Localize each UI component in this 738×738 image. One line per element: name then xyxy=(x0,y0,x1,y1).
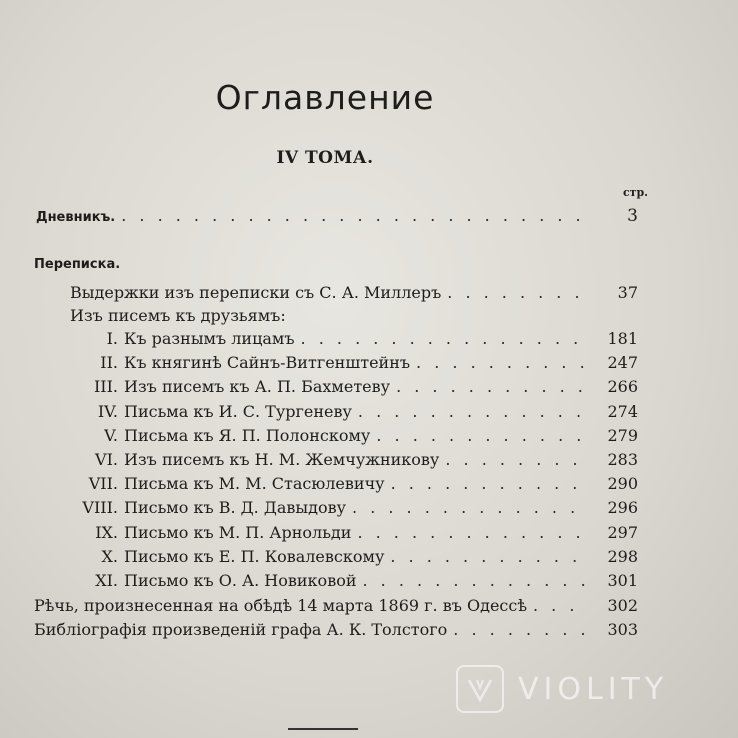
leader-dots xyxy=(445,450,588,469)
letter-numeral: III. xyxy=(93,377,118,397)
letter-numeral: I. xyxy=(106,329,118,348)
letter-numeral: X. xyxy=(101,546,118,566)
toc-entry-label: Письма къ М. М. Стасюлевичу xyxy=(124,474,385,494)
toc-entry-label: Изъ писемъ къ А. П. Бахметеву xyxy=(124,377,391,397)
toc-entry-label: Къ княгинѣ Сайнъ-Витгенштейнъ xyxy=(124,353,411,373)
toc-entry-diary xyxy=(36,206,638,226)
toc-entry-page: 290 xyxy=(607,474,638,494)
toc-entry-page: 301 xyxy=(607,571,638,590)
toc-entry-page: 279 xyxy=(607,425,638,445)
toc-entry-page: 303 xyxy=(607,620,638,639)
toc-entry xyxy=(34,596,638,615)
toc-entry-label: Письмо къ М. П. Арнольди xyxy=(124,522,352,542)
toc-entry-label: Выдержки изъ переписки съ С. А. Миллеръ xyxy=(70,283,442,302)
toc-entry-label: Письмо къ О. А. Новиковой xyxy=(124,571,357,590)
leader-dots xyxy=(416,353,588,372)
toc-letter-entry xyxy=(70,474,638,493)
toc-entry-page: 274 xyxy=(607,401,638,421)
divider xyxy=(288,728,358,730)
toc-letter-entry xyxy=(70,523,638,542)
leader-dots xyxy=(390,547,588,566)
toc-entry-page: 298 xyxy=(607,546,638,566)
letter-numeral: IX. xyxy=(95,522,118,542)
violity-logo-icon xyxy=(456,665,504,713)
toc-entry-label: Письма къ И. С. Тургеневу xyxy=(124,401,352,421)
leader-dots xyxy=(453,620,588,639)
letter-numeral: VII. xyxy=(88,474,118,494)
toc-entry-label: Изъ писемъ къ Н. М. Жемчужникову xyxy=(124,450,440,469)
letter-numeral: XI. xyxy=(95,571,118,590)
toc-entry xyxy=(34,620,638,639)
toc-entry-label: Къ разнымъ лицамъ xyxy=(124,329,295,348)
leader-dots xyxy=(391,474,588,493)
toc-entry-page: 297 xyxy=(607,522,638,542)
toc-letter-entry xyxy=(70,450,638,469)
toc-entry-page: 247 xyxy=(607,353,638,373)
section-header-correspondence: Переписка. xyxy=(34,257,121,272)
toc-entry-label: Дневникъ. xyxy=(36,210,116,225)
letter-numeral: IV. xyxy=(97,401,118,421)
leader-dots xyxy=(358,402,588,421)
toc-entry-subheading xyxy=(70,306,286,325)
toc-entry-label: Письмо къ Е. П. Ковалевскому xyxy=(124,546,385,566)
toc-entry-label: Рѣчь, произнесенная на обѣдѣ 14 марта 1869 г. въ Одессѣ xyxy=(34,596,527,615)
toc-entry-page: 37 xyxy=(617,283,638,302)
toc-entry-page: 283 xyxy=(607,450,638,469)
letter-numeral: II. xyxy=(100,353,118,373)
toc-entry-label: Библіографія произведеній графа А. К. Толстого xyxy=(34,620,448,639)
toc-entry-page: 266 xyxy=(607,377,638,397)
page-column-label: стр. xyxy=(622,186,648,199)
toc-entry-page: 296 xyxy=(607,498,638,518)
leader-dots xyxy=(352,498,588,517)
leader-dots xyxy=(301,329,588,348)
toc-entry-page: 3 xyxy=(627,206,638,226)
leader-dots xyxy=(447,283,588,302)
toc-entry-page: 302 xyxy=(607,596,638,615)
leader-dots xyxy=(121,206,588,225)
toc-letter-entry xyxy=(70,547,638,566)
letter-numeral: VIII. xyxy=(82,498,118,518)
toc-letter-entry xyxy=(70,571,638,590)
leader-dots xyxy=(376,426,588,445)
leader-dots xyxy=(396,377,588,396)
letter-numeral: V. xyxy=(104,425,118,445)
toc-entry-page: 181 xyxy=(607,329,638,348)
toc-letter-entry xyxy=(70,402,638,421)
watermark xyxy=(456,665,668,713)
toc-entry-label: Изъ писемъ къ друзьямъ: xyxy=(70,306,286,325)
toc-letter-entry xyxy=(70,498,638,517)
leader-dots xyxy=(363,571,589,590)
toc-entry xyxy=(70,283,638,302)
leader-dots xyxy=(533,596,588,615)
watermark-text: VIOLITY xyxy=(518,671,669,707)
toc-entry-label: Письма къ Я. П. Полонскому xyxy=(124,425,371,445)
page-title: Оглавление xyxy=(215,78,435,117)
volume-subtitle: IV ТОМА. xyxy=(276,148,374,168)
letter-numeral: VI. xyxy=(95,450,118,469)
toc-letter-entry xyxy=(70,426,638,445)
toc-letter-entry xyxy=(70,353,638,372)
toc-letter-entry xyxy=(70,377,638,396)
toc-letter-entry xyxy=(70,329,638,348)
leader-dots xyxy=(357,523,588,542)
toc-entry-label: Письмо къ В. Д. Давыдову xyxy=(124,498,347,518)
